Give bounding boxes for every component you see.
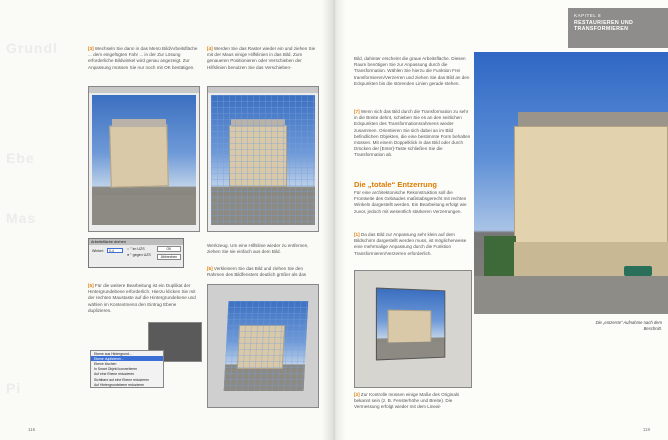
step-3-text: [3] Wechseln Sie dann in das Menü Bild/Arbeitsfläche ... dem eingefügten Fahr ... in der Zur Lösung erforderliche Bildwinkel wird genau angezeigt. Zur Anpassung müssen Sie nur noch mit OK bestätigen. (88, 46, 198, 70)
option-clockwise[interactable]: ○ ° im UZS (127, 247, 145, 251)
page-number-left: 116 (28, 427, 36, 432)
menu-item[interactable]: Auf Hintergrundebene reduzieren (94, 382, 145, 387)
building-photo-transform (224, 301, 309, 391)
transform-intro-text: Bild, dahinter erscheint die graue Arbeitsfläche. Diesen Raum benötigen Sie zur Anpassung durch die Transformation. Wählen Sie hierzu die Funktion Frei transformieren/Verzerren und ziehen Sie das Bild an den Eckpunkten bis die störenden Linien gerade stehen. (354, 56, 470, 86)
menu-item[interactable]: Sichtbare auf eine Ebene reduzieren (94, 377, 150, 382)
rotate-canvas-dialog (88, 238, 184, 268)
chapter-title: RESTAURIEREN UND TRANSFORMIEREN (574, 20, 634, 33)
menu-item[interactable]: Auf eine Ebene reduzieren (94, 372, 135, 377)
building (109, 124, 169, 187)
step-4-text: [4] Werden Sie das Raster wieder ein und ziehen Sie mit der Maus einige Hilfslinien in das Bild. Zum genaueren Positionieren oder Verschieben der Hilfslinien benutzen Sie das Verschieben- (207, 46, 316, 70)
building-photo-grid (211, 95, 315, 225)
step-2-text: [2] Zur Kontrolle müssen einige Maße des Originals bekannt sein (z. B. Fensterhöhe und Breite). Die Vermessung erfolgt wieder mit dem Lineal- (354, 392, 460, 410)
photoshop-window-grid (207, 86, 319, 232)
winkel-label: Winkel: (92, 249, 104, 253)
step-7-text: [7] Wenn sich das Bild durch die Transformation zu sehr in die Breite dehnt, schieben Sie es an den seitlichen Eckpunkten des Transformationsrahmens wieder zusammen. Orientieren Sie sich dabei an im Bild befindlichen Objekten, die eine bestimmte Form behalten müssen. Mit einem Doppelklick in das Bild oder durch Drücken der [Enter]-Taste schließen Sie die Transformation ab. (354, 109, 471, 158)
step-1-text: [1] Da das Bild zur Anpassung sehr klein auf dem Bildschirm dargestellt werden muss, ist möglicherweise eine mehrmalige Anpassung durch die Funktion Transformieren/Verzerren erforderlich. (354, 232, 467, 256)
section-heading: Die „totale“ Entzerrung (354, 180, 437, 189)
window-titlebar (208, 87, 318, 93)
grid-overlay (211, 95, 315, 225)
menu-item[interactable]: Ebene aus Hintergrund... (94, 351, 132, 356)
background-word: Mas (6, 210, 37, 226)
background-word: Ebe (6, 150, 35, 166)
photoshop-window-distort (354, 270, 472, 388)
book-gutter (322, 0, 346, 440)
cancel-button[interactable]: Abbrechen (157, 254, 181, 260)
photoshop-window-enlarged (207, 284, 319, 408)
building-photo (92, 95, 196, 225)
building-photo-distort (376, 288, 445, 361)
page-number-right: 119 (642, 427, 650, 432)
photoshop-window-rotate (88, 86, 200, 232)
parked-car (624, 266, 652, 276)
menu-item[interactable]: In Smart Objekt konvertieren (94, 367, 138, 372)
dialog-title: Arbeitsfläche drehen (89, 239, 183, 245)
totale-text: Für eine architektonische Rekonstruktion soll die Frontseite des Gebäudes maßstabsgerecht mit rechten Winkeln dargestellt werden. Ein Bearbeitung erfolgt wie zuvor, jedoch mit wesentlich stärkeren Verzerrungen. (354, 190, 467, 214)
winkel-input[interactable]: 0,4 (107, 248, 123, 253)
hilfslinie-text: Werkzeug. Um eine Hilfslinie wieder zu entfernen, ziehen Sie sie einfach aus dem Bild. (207, 243, 309, 255)
layer-context-menu (90, 350, 164, 388)
right-page (334, 0, 668, 440)
final-building-photo (474, 52, 668, 314)
ok-button[interactable]: OK (157, 246, 181, 252)
option-counterclockwise[interactable]: ● ° gegen UZS (127, 253, 151, 257)
chapter-label: KAPITEL 8 (574, 13, 602, 18)
menu-item-duplicate[interactable]: Ebene duplizieren... (91, 356, 163, 361)
step-5-text: [5] Für die weitere Bearbeitung ist ein Duplikat der Hintergrundebene erforderlich. Hierzu klicken Sie mit der rechten Maustaste auf die Hintergrundebene und wählen im Kontextmenü den Eintrag Ebene duplizieren. (88, 283, 196, 313)
background-word: Pi (6, 380, 22, 396)
window-titlebar (89, 87, 199, 93)
background-word: Grundl (6, 40, 58, 56)
step-6-text: [6] Verkleinern Sie das Bild und ziehen Sie den Rahmen des Bildfensters deutlich größer als das (207, 266, 307, 278)
menu-item[interactable]: Ebene löschen (94, 361, 117, 366)
photo-caption: Die „entzerrte“ Aufnahme nach dem Beschnitt. (595, 320, 662, 331)
